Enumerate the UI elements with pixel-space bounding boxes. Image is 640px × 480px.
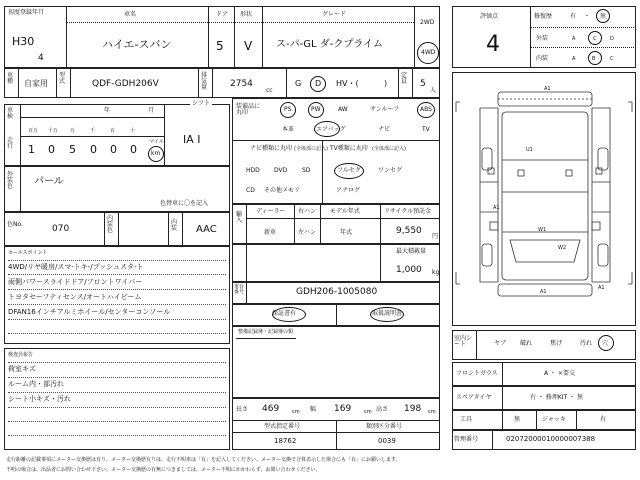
navi-item: SD xyxy=(302,167,311,174)
score-value: 4 xyxy=(486,32,500,57)
height-label: 高さ xyxy=(376,406,389,413)
sales-point-line: トヨタセーフティセンス/オートハイビーム xyxy=(8,293,142,301)
name-label: 車名 xyxy=(124,11,137,18)
car-type-label: 車種 xyxy=(7,72,14,85)
equip-item: TV xyxy=(422,126,430,133)
odo-col-label: 十 xyxy=(130,128,136,134)
trim-label: 内装 xyxy=(171,219,178,232)
spare-label: スペアタイヤ xyxy=(456,394,492,401)
navi-item: CD xyxy=(246,187,255,194)
glass-value: A ・ ×要交 xyxy=(544,370,575,377)
odo-col-label: 千 xyxy=(90,128,96,134)
navi-item: HDD xyxy=(246,167,260,174)
shape-value: V xyxy=(244,39,253,53)
repair-label: 修復歴 xyxy=(534,13,553,20)
equip-label: 装備品に丸印 xyxy=(236,103,261,116)
odo-col-label: 十万 xyxy=(48,128,59,134)
capacity-label: 定員 xyxy=(401,72,408,85)
door-value: 5 xyxy=(216,39,224,53)
displacement-value: 2754 xyxy=(230,79,253,89)
odo-digit: 0 xyxy=(130,143,137,156)
tv-note: (全体部に記入) xyxy=(372,146,406,152)
diagram-label: A1 xyxy=(544,86,551,92)
chassis-value: GDH206-1005080 xyxy=(296,287,378,297)
diagram-label: A1 xyxy=(493,205,500,211)
glass-label: フロントガラス xyxy=(456,370,498,377)
sales-point-line: 4WD/リヤ暖房/スマ-トキ-/プッシュスタ-ト xyxy=(8,263,144,271)
equip-item: PS xyxy=(284,106,292,113)
shift-value: IA I xyxy=(183,133,201,146)
sales-points-label: セールスポイント xyxy=(8,250,48,256)
sales-point-line: 両側パワースライドドア/フロントワイパー xyxy=(8,278,143,286)
class-number-label: 類別区分番号 xyxy=(366,423,403,430)
max-load-value: 1,000 xyxy=(396,265,422,275)
odo-unit: km xyxy=(151,150,161,157)
type-number-label: 型式指定番号 xyxy=(264,423,301,430)
colorno-value: 070 xyxy=(52,224,70,234)
model-label: 型式 xyxy=(59,72,66,85)
displacement-label: 排気量 xyxy=(201,72,208,91)
length-label: 長さ xyxy=(236,406,249,413)
footer-note: 不明の場合は、出品者にお問い合わせ下さい。メーター交換歴の有無につきましては、メーター不明にかかわらず、お問い合わせください。 xyxy=(6,467,321,473)
odo-digit: 0 xyxy=(90,143,97,156)
ext-item: D xyxy=(610,36,614,42)
diagram-label: W1 xyxy=(538,227,547,233)
model-value: QDF-GDH206V xyxy=(92,79,159,89)
width-label: 幅 xyxy=(310,406,317,413)
inspection-year: 年 xyxy=(104,107,111,114)
diagram-label: A1 xyxy=(540,289,547,295)
odo-col-label: 百万 xyxy=(28,128,39,134)
odo-digit: 0 xyxy=(48,143,55,156)
navi-item: DVD xyxy=(274,167,288,174)
recycle-label: リサイクル預託金 xyxy=(384,208,432,215)
length-value: 469 xyxy=(262,404,280,414)
type-number-value: 18762 xyxy=(274,437,297,445)
length-unit: cm xyxy=(292,409,300,415)
repair-item: 無 xyxy=(600,13,607,20)
color-label: 外装色 xyxy=(7,171,14,190)
fuel-d: D xyxy=(315,79,322,88)
dealer-label: ディーラー xyxy=(256,208,286,215)
trim-value: AAC xyxy=(196,224,217,235)
shape-label: 形状 xyxy=(240,11,253,18)
capacity-unit: 人 xyxy=(430,87,437,94)
records-note: 整備記録簿・記録簿の類 xyxy=(238,329,294,335)
colorno-label: 色No. xyxy=(7,221,23,228)
odo-col-label: 百 xyxy=(110,128,116,134)
grade-value: ス-パ-GL ダ-クプライム xyxy=(276,39,384,50)
warranty-label: 保証書有 xyxy=(272,310,297,317)
class-number-value: 0039 xyxy=(378,437,396,445)
interior-item: 穴 xyxy=(602,340,609,347)
jack-value: 有 xyxy=(600,416,607,423)
color-change-note: 色替車に〇を記入 xyxy=(160,200,209,207)
recycle-unit: 円 xyxy=(432,233,439,240)
equip-item: 本革 xyxy=(282,126,295,133)
recycle-value: 9,550 xyxy=(396,226,422,236)
repair-item: 有 xyxy=(570,13,577,20)
dealer-value: 新車 xyxy=(264,229,277,236)
import-label: 輸入 xyxy=(236,211,243,224)
door-label: ドア xyxy=(216,11,228,18)
chassis-label: 車台番号 xyxy=(234,284,245,295)
name-value: ハイエ-スバン xyxy=(102,38,172,51)
records-block xyxy=(232,326,440,398)
sales-point-line: DFAN16インチアルミホイール/センターコンソール xyxy=(8,308,171,316)
equip-item: ABS xyxy=(420,106,432,113)
odometer-label: 走行 xyxy=(7,137,14,150)
jack-label: ジャッキ xyxy=(542,416,566,423)
max-load-unit: kg xyxy=(432,269,440,276)
model-year-value: 年式 xyxy=(340,229,353,236)
manual-label: 取扱説明書 xyxy=(372,310,403,317)
fuel-close: ) xyxy=(384,79,388,88)
diagram-label: U1 xyxy=(526,147,533,153)
int-label: 内装 xyxy=(536,55,549,62)
grade-label: グレード xyxy=(322,11,347,18)
interior-color-label: 内装色 xyxy=(107,215,114,234)
hand-label: 右ハン xyxy=(298,208,317,215)
twowd-label: 2WD xyxy=(420,19,435,26)
inspection-month: 月 xyxy=(148,107,155,114)
equip-item: ナビ xyxy=(378,126,391,133)
shift-label: シフト xyxy=(192,100,211,107)
capacity-value: 5 xyxy=(420,79,426,89)
equip-item: AW xyxy=(338,106,348,113)
displacement-unit: cc xyxy=(266,87,273,94)
tools-value: 無 xyxy=(514,416,521,423)
repair-item: ・ xyxy=(584,13,591,20)
navi-label: ナビ種類に丸印 xyxy=(250,145,293,152)
equip-item: エアバッグ xyxy=(316,126,346,133)
odo-col-label: 万 xyxy=(70,128,76,134)
inspection-label: 車検 xyxy=(7,107,14,120)
interior-item: 焦げ xyxy=(550,340,563,347)
footer-note: 走行距離の記載事項にメーター交換歴は有り、メーター交換歴有りは、走行不明車は「有」を記入してください。メーター交換で合算表示した場合にも「有」にお願いします。 xyxy=(6,457,401,463)
equip-item: サンルーフ xyxy=(370,106,400,113)
fuel-g: G xyxy=(295,79,302,88)
navi-note: (全体部に記入) xyxy=(294,146,328,152)
int-item: C xyxy=(610,56,614,62)
navi-item: その他 xyxy=(264,187,283,194)
ext-item: A xyxy=(572,36,576,42)
int-item: A xyxy=(572,56,576,62)
diagram-label: A1 xyxy=(598,285,605,291)
spare-value: 有 ・ 修理KIT ・ 無 xyxy=(530,394,583,401)
fourwd-label: 4WD xyxy=(421,49,436,56)
diagram-label: W2 xyxy=(558,245,567,251)
reg-label: 初度登録年月 xyxy=(8,9,45,16)
odometer xyxy=(20,126,164,166)
fuel-hv: HV・( xyxy=(336,79,359,88)
left-hand-label: 左ハン xyxy=(298,229,317,236)
inspector-line: ルーム内・部汚れ xyxy=(8,380,64,388)
equip-item: PW xyxy=(311,106,321,113)
car-type-value: 自家用 xyxy=(24,79,48,88)
navi-item: メモリ xyxy=(282,187,301,194)
mgmt-label: 管理番号 xyxy=(454,436,479,443)
height-value: 198 xyxy=(404,404,422,414)
interior-item: 汚れ xyxy=(580,340,593,347)
interior-item: 破れ xyxy=(520,340,533,347)
tv-label: TV種類に丸印 xyxy=(330,145,368,152)
tv-item: ワンセグ xyxy=(378,167,403,174)
ext-label: 外装 xyxy=(536,35,549,42)
inspector-label: 検査員報告 xyxy=(8,352,34,358)
tools-label: 工具 xyxy=(460,416,473,423)
inspector-line: 荷室キズ xyxy=(8,365,36,373)
ext-item: C xyxy=(593,36,597,42)
tv-item: フルセグ xyxy=(337,167,361,174)
width-value: 169 xyxy=(334,404,352,414)
max-load-label: 最大積載量 xyxy=(396,248,427,255)
mile-label: マイル xyxy=(149,139,164,145)
width-unit: cm xyxy=(364,409,372,415)
odo-digit: 1 xyxy=(28,143,35,156)
reg-value: H30 xyxy=(12,35,35,48)
inspector-line: シート小キズ・汚れ xyxy=(8,395,71,403)
score-label: 評価点 xyxy=(480,13,499,20)
interior-label: 室内シート xyxy=(454,335,473,348)
mgmt-value: 02072000010000007388 xyxy=(506,435,596,443)
odo-digit: 0 xyxy=(110,143,117,156)
reg-month: 4 xyxy=(38,53,44,63)
height-unit: cm xyxy=(428,409,436,415)
color-value: パール xyxy=(34,176,64,187)
model-year-label: モデル年式 xyxy=(330,208,360,215)
int-item: B xyxy=(592,56,596,62)
interior-item: ヤブ xyxy=(494,340,507,347)
car-diagram xyxy=(452,72,636,326)
odo-digit: 5 xyxy=(69,143,76,156)
tv-item: アナログ xyxy=(336,187,361,194)
